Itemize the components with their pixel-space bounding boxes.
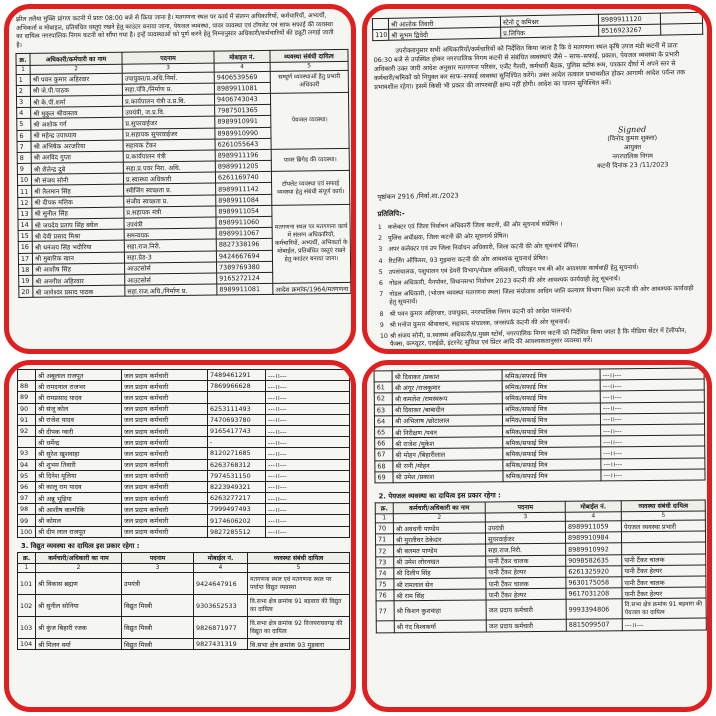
- section-heading-electricity: 3. विद्युत व्यवस्था का दायित्व इस प्रकार रहेगा :: [21, 541, 140, 550]
- designation-cell: सहा.प्र.पवर निरा. अधि.: [123, 161, 215, 173]
- serial-cell: 7: [17, 141, 31, 152]
- table-row: श्री दिवाकर /प्रकाश श्रमिक/सफाई मित्र ---।।---: [374, 368, 704, 382]
- mobile-cell: 6261169740: [215, 172, 271, 184]
- table-row: श्री धर्मेन्द्र जल प्रदाय कर्मचारी - ---।।---: [18, 437, 350, 448]
- col-header: मोबाईल नं.: [565, 501, 621, 513]
- table-row: 92 श्री दीपक ग्वारी जल प्रदाय कर्मचारी 9165417743 ---।।---: [18, 425, 350, 436]
- mobile-cell: 9424667694: [216, 250, 272, 262]
- serial-cell: 20: [19, 286, 33, 297]
- serial-cell: 12: [18, 197, 32, 208]
- table-row: श्री गंद विश्वकर्मा जल प्रदाय कर्मचारी 8815099507 ---।।---: [376, 618, 706, 632]
- designation-cell: स्टेनो टू कमिश्नर: [500, 14, 598, 27]
- mobile-cell: 9406743043: [214, 93, 270, 105]
- designation-cell: आउटसोर्स: [125, 262, 217, 274]
- name-cell: श्री सुभम द्विवेदी: [389, 27, 501, 40]
- table-row: 101 श्री विकास ब्रह्मण उपयंत्री 9424647916 मतगणना स्थल एवं मतगणना स्थल पर पर्याप्त विद्युत व्यवस्था: [18, 573, 350, 595]
- duty-cell: सम्पूर्ण व्यवस्थाओं हेतु प्रभारी अधिकारी: [270, 70, 348, 93]
- table-row: 63 श्री दिवाकर /बाबादीन श्रमिक/सफाई मित्र ---।।---: [374, 402, 704, 416]
- mobile-cell: 8827338196: [216, 239, 272, 251]
- table-row: 75 श्री रामलाल सेन पानी टैंकर चालक 9630175058 पानी टैंकर चालक: [376, 576, 706, 590]
- designation-cell: सहा.ग्रेड-3: [124, 251, 216, 263]
- designation-cell: प्र.कार्यपालन यंत्री उ.प्र.वि.: [122, 94, 214, 106]
- table-row: 99 श्री कोमल जल प्रदाय कर्मचारी 9174606202 ---।।---: [18, 515, 350, 526]
- designation-cell: प्र.स्वास्थ्य अधिकारी: [123, 172, 215, 184]
- name-cell: श्री सुनील सिंह: [32, 207, 124, 219]
- table-row: 96 श्री कालू राम यादव जल प्रदाय कर्मचारी 8223949321 ---।।---: [18, 481, 350, 492]
- name-cell: श्री देवी प्रसाद मिश्रा: [32, 229, 124, 241]
- signatory-role: आयुक्त: [623, 142, 642, 152]
- designation-cell: स्वीजिंग स्वच्छता प्र.: [124, 184, 216, 196]
- name-cell: श्री आशीष सिंह: [33, 263, 125, 275]
- table-row: 74 श्री दिलीप सिंह पानी टैंकर हेल्पर 6261325920 पानी टैंकर हेल्पर: [376, 565, 706, 579]
- col-number: 3: [122, 63, 214, 73]
- designation-cell: सहा.यंत्रि./निर्माण प्र.: [122, 83, 214, 95]
- name-cell: श्री जे.पी.पाठक: [30, 84, 122, 96]
- table-row: 103 श्री कुंज बिहारी रजक विद्युत मिस्त्री 9826871977 वि.सभा क्षेत्र क्रमांक 92 विजयराघवगढ़ की विद्युत का दायित्व: [18, 617, 350, 639]
- mobile-cell: 8989911084: [216, 194, 272, 206]
- mobile-cell: 8989911196: [215, 149, 271, 161]
- duty-cell: पावर ब्रिगेड की व्यवस्था।: [271, 148, 349, 171]
- table-row: 72 श्री बलमत पाण्डेय सहा.राज.निरी. 8989910992: [376, 542, 706, 556]
- mobile-cell: 9165272124: [217, 272, 273, 284]
- serial-cell: 13: [18, 208, 32, 219]
- mobile-cell: 7389769380: [217, 261, 273, 273]
- name-cell: श्री जयदेव प्रताप सिंह बघेल: [32, 218, 124, 230]
- table-row: 102 श्री सुनील सोनिया विद्युत मिस्त्री 9303652533 वि.सभा क्षेत्र क्रमांक 91 बड़वारा की विद्युत का दायित्व: [18, 595, 350, 617]
- table-row: 104 श्री मिलन वर्मा विद्युत मिस्त्री 9827431319 वि.सभा क्षेत्र क्रमांक 93 मुड़वारा: [18, 639, 350, 650]
- col-number: 5: [270, 61, 348, 71]
- duty-table: [15, 49, 351, 298]
- table-row: 89 श्री रामप्रसाद यादव जल प्रदाय कर्मचारी ---।।---: [18, 392, 350, 403]
- name-cell: श्री अनगीश अहिरवार: [33, 274, 125, 286]
- designation-cell: उपयंत्री: [124, 217, 216, 229]
- table-row: 88 श्री रामदयाल राजभर जल प्रदाय कर्मचारी 7869966628 ---।।---: [18, 381, 350, 392]
- mobile-cell: 8516923267: [599, 24, 661, 36]
- table-row: 70 श्री अवधनी पाण्डेय उपयंत्री 8989911059 पेयजल व्यवस्था प्रभारी: [375, 520, 705, 534]
- signatory-name: (विनोद कुमार शुक्ला): [607, 133, 658, 143]
- list-item: 4 रिटर्निंग ऑफिसर, 93 मुड़वारा कटनी की ओर आवश्यक सूचनार्थ प्रेषित।: [378, 254, 549, 265]
- col-header: क्र.: [18, 552, 36, 563]
- serial-cell: 110: [373, 30, 389, 41]
- serial-cell: 16: [18, 242, 32, 253]
- name-cell: श्री मुबारिक खान: [32, 252, 124, 264]
- designation-cell: सहायक टेंकर: [123, 139, 215, 151]
- col-header: व्यवस्था संबंधी दायित्व: [621, 500, 705, 512]
- name-cell: श्री अभिषेक अरजरिया: [31, 140, 123, 152]
- serial-cell: 8: [17, 152, 31, 163]
- serial-cell: 2: [16, 85, 30, 96]
- serial-cell: 6: [17, 130, 31, 141]
- designation-cell: प्र.सहायक मंत्री: [124, 206, 216, 218]
- copy-heading: प्रतिलिपि:-: [377, 209, 405, 219]
- col-header: पदनाम: [485, 501, 565, 513]
- name-cell: श्री संजय सोनी: [31, 173, 123, 185]
- col-number: 4: [214, 62, 270, 72]
- serial-cell: 5: [17, 119, 31, 130]
- col-number: 2: [30, 64, 122, 74]
- col-header: क्र.: [375, 503, 393, 514]
- col-header: कर्मचारी/अधिकारी का नाम: [393, 502, 485, 514]
- list-item: 6 नोडल अधिकारी, मैनपॉवर, विधानसभा निर्वाचन 2023 कटनी की ओर आवश्यक कार्यवाही हेतु सूचनार्थ।: [378, 275, 621, 288]
- table-row: 61 श्री अंगूर /राजकुमार श्रमिक/सफाई मित्र ---।।---: [374, 379, 704, 393]
- designation-cell: उपयंत्री, ज.प्र.वि.: [123, 105, 215, 117]
- mobile-cell: 6261055643: [215, 138, 271, 150]
- serial-cell: 11: [18, 186, 32, 197]
- mobile-cell: 8989911067: [216, 228, 272, 240]
- duty-cell: टॉयलेट व्यवस्था एवं सफाई व्यवस्था हेतु संबंधी संपूर्ण कार्य।: [271, 171, 349, 206]
- col-header: पदनाम: [122, 51, 214, 63]
- serial-cell: 4: [17, 107, 31, 118]
- col-header: व्यवस्था संबंधी दायित्व: [248, 552, 350, 563]
- serial-cell: 17: [18, 253, 32, 264]
- name-cell: श्री अशोक गर्ग: [31, 118, 123, 130]
- list-item: 3 अपर कलेक्टर एवं उप जिला निर्वाचन अधिकारी, जिला कटनी की ओर सूचनार्थ प्रेषित।: [378, 242, 579, 254]
- serial-cell: 18: [19, 264, 33, 275]
- intro-paragraph: झील तलैया मुक्ति प्रांगण कटनी में प्रातः 08:00 बजे से किया जाना है। मतगणना स्थल पर कार्य में संलग्न अधिकारियों, कर्मचारियों, अभ्यर्थी, अभिकर्ता व मोबाइल, प्रतिबंधित वस्तुएं रखने हेतु काउंटर बनाया जाना, पेयजल व्यवस्था, पावर व्यवस्था एवं टॉयलेट एवं साफ सफाई की व्यवस्था का दायित्व नगरपालिक निगम कटनी को सौंपा गया है। इन्हें व्यवस्थाओं को पूर्ण करने हेतु निम्नानुसार अधिकारी/कर्मचारियों की ड्यूटी लगाई जाती है।: [15, 12, 334, 49]
- designation-cell: संजीव स्वच्छता प्र.: [124, 195, 216, 207]
- mobile-cell: 8989911081: [217, 283, 273, 295]
- col-header: पदनाम: [122, 552, 194, 563]
- signatory-date: कटनी दिनांक 23 /11/2023: [596, 160, 669, 170]
- col-header: मोबाईल नं.: [194, 552, 248, 563]
- mobile-cell: 8989910991: [215, 116, 271, 128]
- table-row: श्री अबूलाल राजपूत जल प्रदाय कर्मचारी 7489461291 ---।।---: [18, 370, 350, 381]
- page-section-electricity: [4, 360, 356, 712]
- mobile-cell: 8989911142: [216, 183, 272, 195]
- table-row: 90 श्री संजू कोल जल प्रदाय कर्मचारी 6253111493 ---।।---: [18, 403, 350, 414]
- designation-cell: प्र.कार्यपालन यंत्री: [123, 150, 215, 162]
- list-item: 2 पुलिस अधीक्षक, जिला कटनी की ओर सूचनार्थ प्रेषित।: [378, 232, 509, 243]
- table-row: 62 श्री कमलेश /रामस्वरूप श्रमिक/सफाई मित्र ---।।---: [374, 390, 704, 404]
- list-item: 1 कलेक्टर एवं जिला निर्वाचन अधिकारी जिला कटनी, की ओर सूचनार्थ संप्रेषित ।: [377, 220, 563, 232]
- mobile-cell: 9406539569: [214, 71, 270, 83]
- duty-cell: पेयजल व्यवस्था।: [270, 92, 349, 149]
- designation-cell: आउटसोर्स: [125, 273, 217, 285]
- table-row: 97 श्री अन्नू भूड़िया जल प्रदाय कर्मचारी 6263277217 ---।।---: [18, 493, 350, 504]
- name-cell: श्री महेन्द्र उपाध्याय: [31, 129, 123, 141]
- order-paragraph: उपरोक्तानुसार सभी अधिकारियों/कर्मचारियों को निर्देशित किया जाता है कि वे मतगणना स्थल कृषि उपज मंडी कटनी में प्रातः 06:30 बजे से उपस्थित होकर नगरपालिक निगम कटनी से संबंधित व्यवस्थाएं जैसे – साफ–सफाई, प्रकाश, पेयजल व्यवस्था के प्रभारी अधिकारी उक्त जारी आदेश अनुसार मतगणना परिसर, एजेंट गैलरी, कर्मचारी बैठक, पुलिस स्टॉफ रूम, पत्रकार दीर्घा में अपने स्तर से कर्मचारी/श्रमिकों को नियुक्त कर साफ–सफाई व्यवस्था सुनिश्चित करेंगे। उक्त आदेश तत्काल प्रभावशील होकर आगामी आदेश पर्यन्त तक प्रभावशील रहेगा। इसमें किसी भी प्रकार की लापरवाही क्षम्य नहीं होगी। आदेश का पालन सुनिश्चित करें।: [373, 41, 686, 92]
- list-item: 10 श्री संजय सोनी, प्र.स्वास्थ्य अधिकारी/प्र.मुख्य स्टोर्स, नगरपालिक निगम कटनी को निर्देशित किया जाता है कि मीडिया सेंटर में टेलीफोन, फैक्स, कम्प्यूटर, एलईडी, इंटरनेट सुविधा एवं प्रिंटर आदि की आवश्यकतानुसार व्यवस्था करें।: [379, 327, 687, 349]
- designation-cell: प्र.सुपरवाईजर: [123, 116, 215, 128]
- list-item: 8 श्री पवन कुमार अहिरवार, उपायुक्त, नगरपालिक निगम कटनी को आदेश पालनार्थ।: [379, 306, 572, 318]
- serial-cell: 19: [19, 275, 33, 286]
- name-cell: श्री अरविंद गुप्ता: [31, 151, 123, 163]
- name-cell: श्री दीपक मलिक: [32, 196, 124, 208]
- mobile-cell: 8989911205: [215, 160, 271, 172]
- serial-cell: 3: [16, 96, 30, 107]
- mobile-cell: 7987501365: [215, 105, 271, 117]
- col-header: क्र.: [16, 54, 30, 65]
- designation-cell: समन्वयक: [124, 228, 216, 240]
- serial-cell: 15: [18, 230, 32, 241]
- name-cell: श्री आलोक तिवारी: [388, 16, 500, 29]
- name-cell: श्री तैलमान सिंह: [32, 185, 124, 197]
- signatory-office: नगरपालिक निगम: [612, 151, 653, 161]
- duty-cell: मतगणना स्थल पर मतगणना कार्य में संलग्न अधिकारियों, कर्मचारियों, अभ्यर्थी, अभिकर्ता के मोबाईल, प्रतिबंधित वस्तुएं रखने हेतु काउंटर बनाया जाना।: [272, 204, 351, 283]
- mobile-cell: 8989911120: [598, 13, 660, 25]
- serial-cell: 9: [17, 163, 31, 174]
- name-cell: श्री जागेश्वर प्रसाद पाठक: [33, 285, 125, 297]
- table-row: 76 श्री राम सिंह पानी टैंकर हेल्पर 9617031208 पानी टैंकर हेल्पर: [376, 587, 706, 601]
- copy-list: [378, 218, 702, 353]
- table-row: 98 श्री आशीष वाल्मीकि जल प्रदाय कर्मचारी 7999497493 ---।।---: [18, 504, 350, 515]
- duty-cell: आदेश क्रमांक/1964/मतगणना: [273, 283, 351, 295]
- col-header: कर्मचारी/अधिकारी का नाम: [36, 552, 122, 563]
- serial-cell: [372, 18, 388, 29]
- electricity-table: क्र. कर्मचारी/अधिकारी का नाम पदनाम मोबाईल नं. व्यवस्था संबंधी दायित्व 1 2 3 4 5 101 श्री विकास ब्रह्मण उपयंत्री 9424647916 मतगणना स्थल एवं मतगणना स्थल पर पर्याप्त विद्युत व्यवस्था 102 श्री सुनील सोनिया विद्युत मिस्त्री 9303652533 वि.सभा क्षेत्र क्रमांक 91 बड़वारा की विद्युत का दायित्व 103 श्री कुंज बिहारी रजक विद्युत मिस्त्री 9826871977 वि.सभा क्षेत्र क्रमांक 92 विजयराघवगढ़ की विद्युत का दायित्व 104 श्री मिलन वर्मा विद्युत मिस्त्री 9827431319 वि.सभा क्षेत्र क्रमांक 93 मुड़वारा: [17, 552, 350, 650]
- table-row: 100 श्री दीप लाल राजपूत जल प्रदाय कर्मचारी 9827285512 ---।।---: [18, 526, 350, 537]
- col-header: मोबाइल नं.: [214, 51, 270, 63]
- col-number: 1: [16, 65, 30, 74]
- signature-block: [572, 124, 693, 171]
- list-item: 7 नोडल अधिकारी, (भोजन व्यवस्था मतगणना स्थल) जिला संयोजक आदिम जाति कल्याण विभाग जिला कटनी की ओर आवश्यक कार्यवाही हेतु सूचनार्थ।: [379, 285, 694, 307]
- table-row: 68 श्री रानी /मोहन श्रमिक/सफाई मित्र ---।।---: [375, 458, 705, 472]
- signature: Signed: [617, 124, 647, 135]
- drinking-water-table: क्र. कर्मचारी/अधिकारी का नाम पदनाम मोबाईल नं. व्यवस्था संबंधी दायित्व 1 2 3 4 5 70 श्री अवधनी पाण्डेय उपयंत्री 8989911059 पेयजल व्यवस्था प्रभारी 71 श्री मुरलीधर ठेकेदार सुपरवाईजर 8989910984 72 श्री बलमत पाण्डेय सहा.राज.निरी. 8989910992 73 श्री उमेश लोरनखत पानी टैंकर चालक 9098582635 पानी टैंकर चालक 74 श्री दिलीप सिंह पानी टैंकर हेल्पर 6261325920 पानी टैंकर हेल्पर 75 श्री रामलाल सेन पानी टैंकर चालक 9630175058 पानी टैंकर चालक 76 श्री राम सिंह पानी टैंकर हेल्पर 9617031208 पानी टैंकर हेल्पर 77 श्री किशन कुशवाहा जल प्रदाय कर्मचारी 9993394806 वि.सभा क्षेत्र क्रमांक 91 बड़वारा की पेयजल का दायित्व श्री गंद विश्वकर्मा जल प्रदाय कर्मचारी 8815099507 ---।।---: [375, 499, 707, 633]
- table-row: 94 श्री शुभम तिवारी जल प्रदाय कर्मचारी 6263768312 ---।।---: [18, 459, 350, 470]
- mobile-cell: 8989910990: [215, 127, 271, 139]
- table-row: 91 श्री राजेश यादव जल प्रदाय कर्मचारी 7470693780 ---।।---: [18, 414, 350, 425]
- name-cell: श्री मुकुल श्रीवास्तव: [31, 106, 123, 118]
- continuation-table: [372, 12, 703, 42]
- name-cell: श्री पवन कुमार अहिरवार: [30, 73, 122, 85]
- table-row: 73 श्री उमेश लोरनखत पानी टैंकर चालक 9098582635 पानी टैंकर चालक: [376, 554, 706, 568]
- water-staff-table: [17, 369, 350, 538]
- mobile-cell: 8989911054: [216, 205, 272, 217]
- table-row: 77 श्री किशन कुशवाहा जल प्रदाय कर्मचारी 9993394806 वि.सभा क्षेत्र क्रमांक 91 बड़वारा की पेयजल का दायित्व: [376, 598, 706, 621]
- table-row: 93 श्री सुरेश खुशवाहा जल प्रदाय कर्मचारी 8120271685 ---।।---: [18, 448, 350, 459]
- sanitation-table: [374, 368, 706, 484]
- mobile-cell: 8989911060: [216, 216, 272, 228]
- serial-cell: 14: [18, 219, 32, 230]
- table-row: 71 श्री मुरलीधर ठेकेदार सुपरवाईजर 8989910984: [375, 531, 705, 545]
- name-cell: श्री धनंजय सिंह भदौरिया: [32, 241, 124, 253]
- mobile-cell: 8989911081: [214, 82, 270, 94]
- table-row: 65 श्री निरीक्षण /पवन श्रमिक/सफाई मित्र ---।।---: [375, 424, 705, 438]
- section-heading-water: 2. पेयजल व्यवस्था का दायित्व इस प्रकार रहेगा :: [378, 491, 501, 501]
- serial-cell: 1: [16, 74, 30, 85]
- table-row: 66 श्री राजेश /मुकेश श्रमिक/सफाई मित्र ---।।---: [375, 435, 705, 449]
- name-cell: श्री के.पी.शर्मा: [30, 95, 122, 107]
- table-row: 64 श्री अभिलाष /छोटालाल श्रमिक/सफाई मित्र ---।।---: [374, 413, 704, 427]
- list-item: 5 उपसंचालक, पशुपालन एवं डेयरी विभाग/नोडल अधिकारी, परिवहन पत्र की ओर आवश्यक कार्यवाही हेतु सूचनार्थ।: [378, 263, 639, 276]
- list-item: 9 श्री मनोज कुमार श्रीवास्तव, सहायक संचालक, जनसंपर्क कटनी की ओर सूचनार्थ।: [379, 318, 570, 329]
- designation-cell: उपायुक्त/प्र.अधि.निर्मा.: [122, 72, 214, 84]
- serial-cell: 10: [17, 175, 31, 186]
- page-section-order: [362, 4, 712, 354]
- reference-number: पृष्ठांकन 2916 /निर्वा.शा./2023: [377, 191, 459, 202]
- designation-cell: प्र.सहायक सुपरवाईजर: [123, 128, 215, 140]
- designation-cell: सहा.राज.निरी.: [124, 239, 216, 251]
- designation-cell: सहा.राज.अधि./निर्माण प्र.: [125, 284, 217, 296]
- table-row: 67 श्री मोहन /बिहारीलाल श्रमिक/सफाई मित्र ---।।---: [375, 446, 705, 460]
- table-row: 95 श्री दिनेश मूलिया जल प्रदाय कर्मचारी 7974531150 ---।।---: [18, 470, 350, 481]
- page-section-cleanliness: [4, 4, 356, 354]
- table-row: 69 श्री उमेश /प्रकाश श्रमिक/सफाई मित्र ---।।---: [375, 469, 705, 483]
- designation-cell: प्र.लिपिक: [501, 25, 599, 38]
- col-header: अधिकारी/कर्मचारी का नाम: [30, 53, 122, 65]
- col-header: व्यवस्था संबंधी दायित्व: [270, 50, 348, 62]
- name-cell: श्री शैलेन्द्र दुबे: [31, 162, 123, 174]
- page-section-water: [362, 360, 712, 712]
